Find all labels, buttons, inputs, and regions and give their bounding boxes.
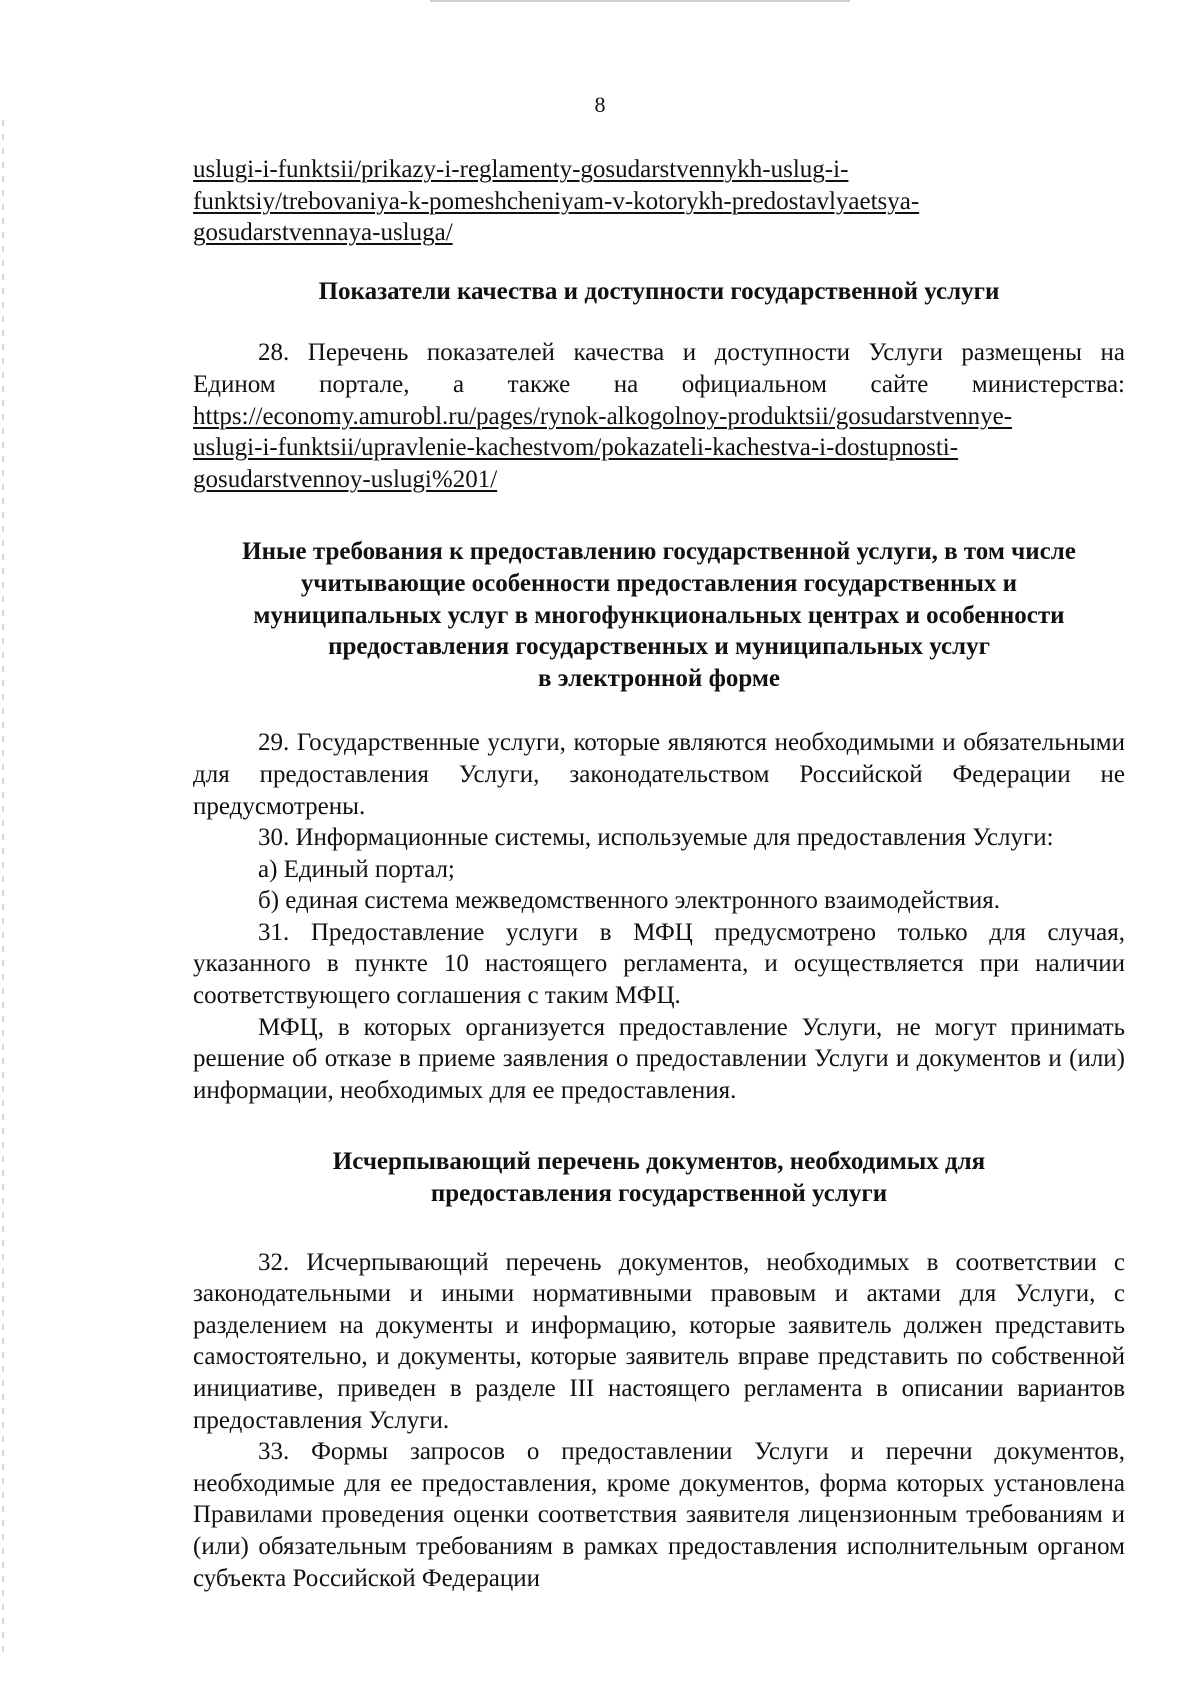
- top-link[interactable]: [193, 154, 1125, 249]
- paragraph-30-b: б) единая система межведомственного электронного взаимодействия.: [258, 887, 1001, 915]
- heading-line: в электронной форме: [537, 664, 781, 692]
- paragraph-31: 31. Предоставление услуги в МФЦ предусмотрено только для случая, указанного в пункте 10 настоящего регламента, и осуществляется при наличии соответствующего соглашения с таким МФЦ.: [193, 918, 1125, 1010]
- section-heading-documents: [193, 1146, 1125, 1209]
- page-number: 8: [594, 92, 606, 117]
- quality-link-line-3[interactable]: gosudarstvennoy-uslugi%201/: [193, 465, 498, 493]
- heading-line: Иные требования к предоставлению государственной услуги, в том числе: [242, 538, 1076, 566]
- paragraph-31-mfc: МФЦ, в которых организуется предоставление Услуги, не могут принимать решение об отказе в приеме заявления о предоставлении Услуги и документов и (или) информации, необходимых для ее предоставления.: [193, 1013, 1125, 1104]
- heading-line: учитывающие особенности предоставления государственных и: [300, 569, 1018, 597]
- heading-line: предоставления государственных и муниципальных услуг: [328, 633, 990, 661]
- section-heading-other-requirements: [193, 536, 1125, 694]
- heading-line: муниципальных услуг в многофункциональных центрах и особенности: [253, 601, 1065, 629]
- paragraph-28: [193, 337, 1125, 495]
- quality-link-line-1[interactable]: https://economy.amurobl.ru/pages/rynok-alkogolnoy-produktsii/gosudarstvennye-: [193, 402, 1013, 430]
- top-link-line-1[interactable]: uslugi-i-funktsii/prikazy-i-reglamenty-gosudarstvennykh-uslug-i-: [193, 156, 849, 183]
- document-body: [193, 154, 1125, 1594]
- paragraph-32: 32. Исчерпывающий перечень документов, необходимых в соответствии с законодательными и иными нормативными правовым и актами для Услуги, с разделением на документы и информацию, которые заявитель должен представить самостоятельно, и документы, которые заявитель вправе представить по собственной инициативе, приведен в разделе III настоящего регламента в описании вариантов предоставления Услуги.: [193, 1248, 1125, 1434]
- top-link-line-2[interactable]: funktsiy/trebovaniya-k-pomeshcheniyam-v-kotorykh-predostavlyaetsya-: [193, 187, 920, 215]
- top-link-line-3[interactable]: gosudarstvennaya-usluga/: [193, 219, 453, 247]
- quality-link-line-2[interactable]: uslugi-i-funktsii/upravlenie-kachestvom/pokazateli-kachestva-i-dostupnosti-: [193, 434, 959, 462]
- paragraph-30: 30. Информационные системы, используемые для предоставления Услуги:: [258, 824, 1054, 852]
- paragraph-28-line-2: Едином портале, а также на официальном сайте министерства:: [193, 370, 1125, 398]
- paragraph-29: 29. Государственные услуги, которые являются необходимыми и обязательными для предоставления Услуги, законодательством Российской Федерации не предусмотрены.: [193, 729, 1125, 820]
- paragraph-28-line-1: 28. Перечень показателей качества и доступности Услуги размещены на: [258, 339, 1125, 367]
- heading-line: предоставления государственной услуги: [430, 1180, 888, 1208]
- scan-top-edge: [430, 0, 850, 2]
- section-heading-quality: Показатели качества и доступности государственной услуги: [318, 277, 1000, 305]
- scan-left-edge: [2, 120, 4, 1660]
- heading-line: Исчерпывающий перечень документов, необходимых для: [332, 1148, 986, 1176]
- paragraph-30-a: а) Единый портал;: [258, 855, 455, 883]
- paragraph-33: 33. Формы запросов о предоставлении Услуги и перечни документов, необходимые для ее предоставления, кроме документов, форма которых установлена Правилами проведения оценки соответствия заявителя лицензионным требованиям и (или) обязательным требованиям в рамках предоставления исполнительным органом субъекта Российской Федерации: [193, 1438, 1125, 1592]
